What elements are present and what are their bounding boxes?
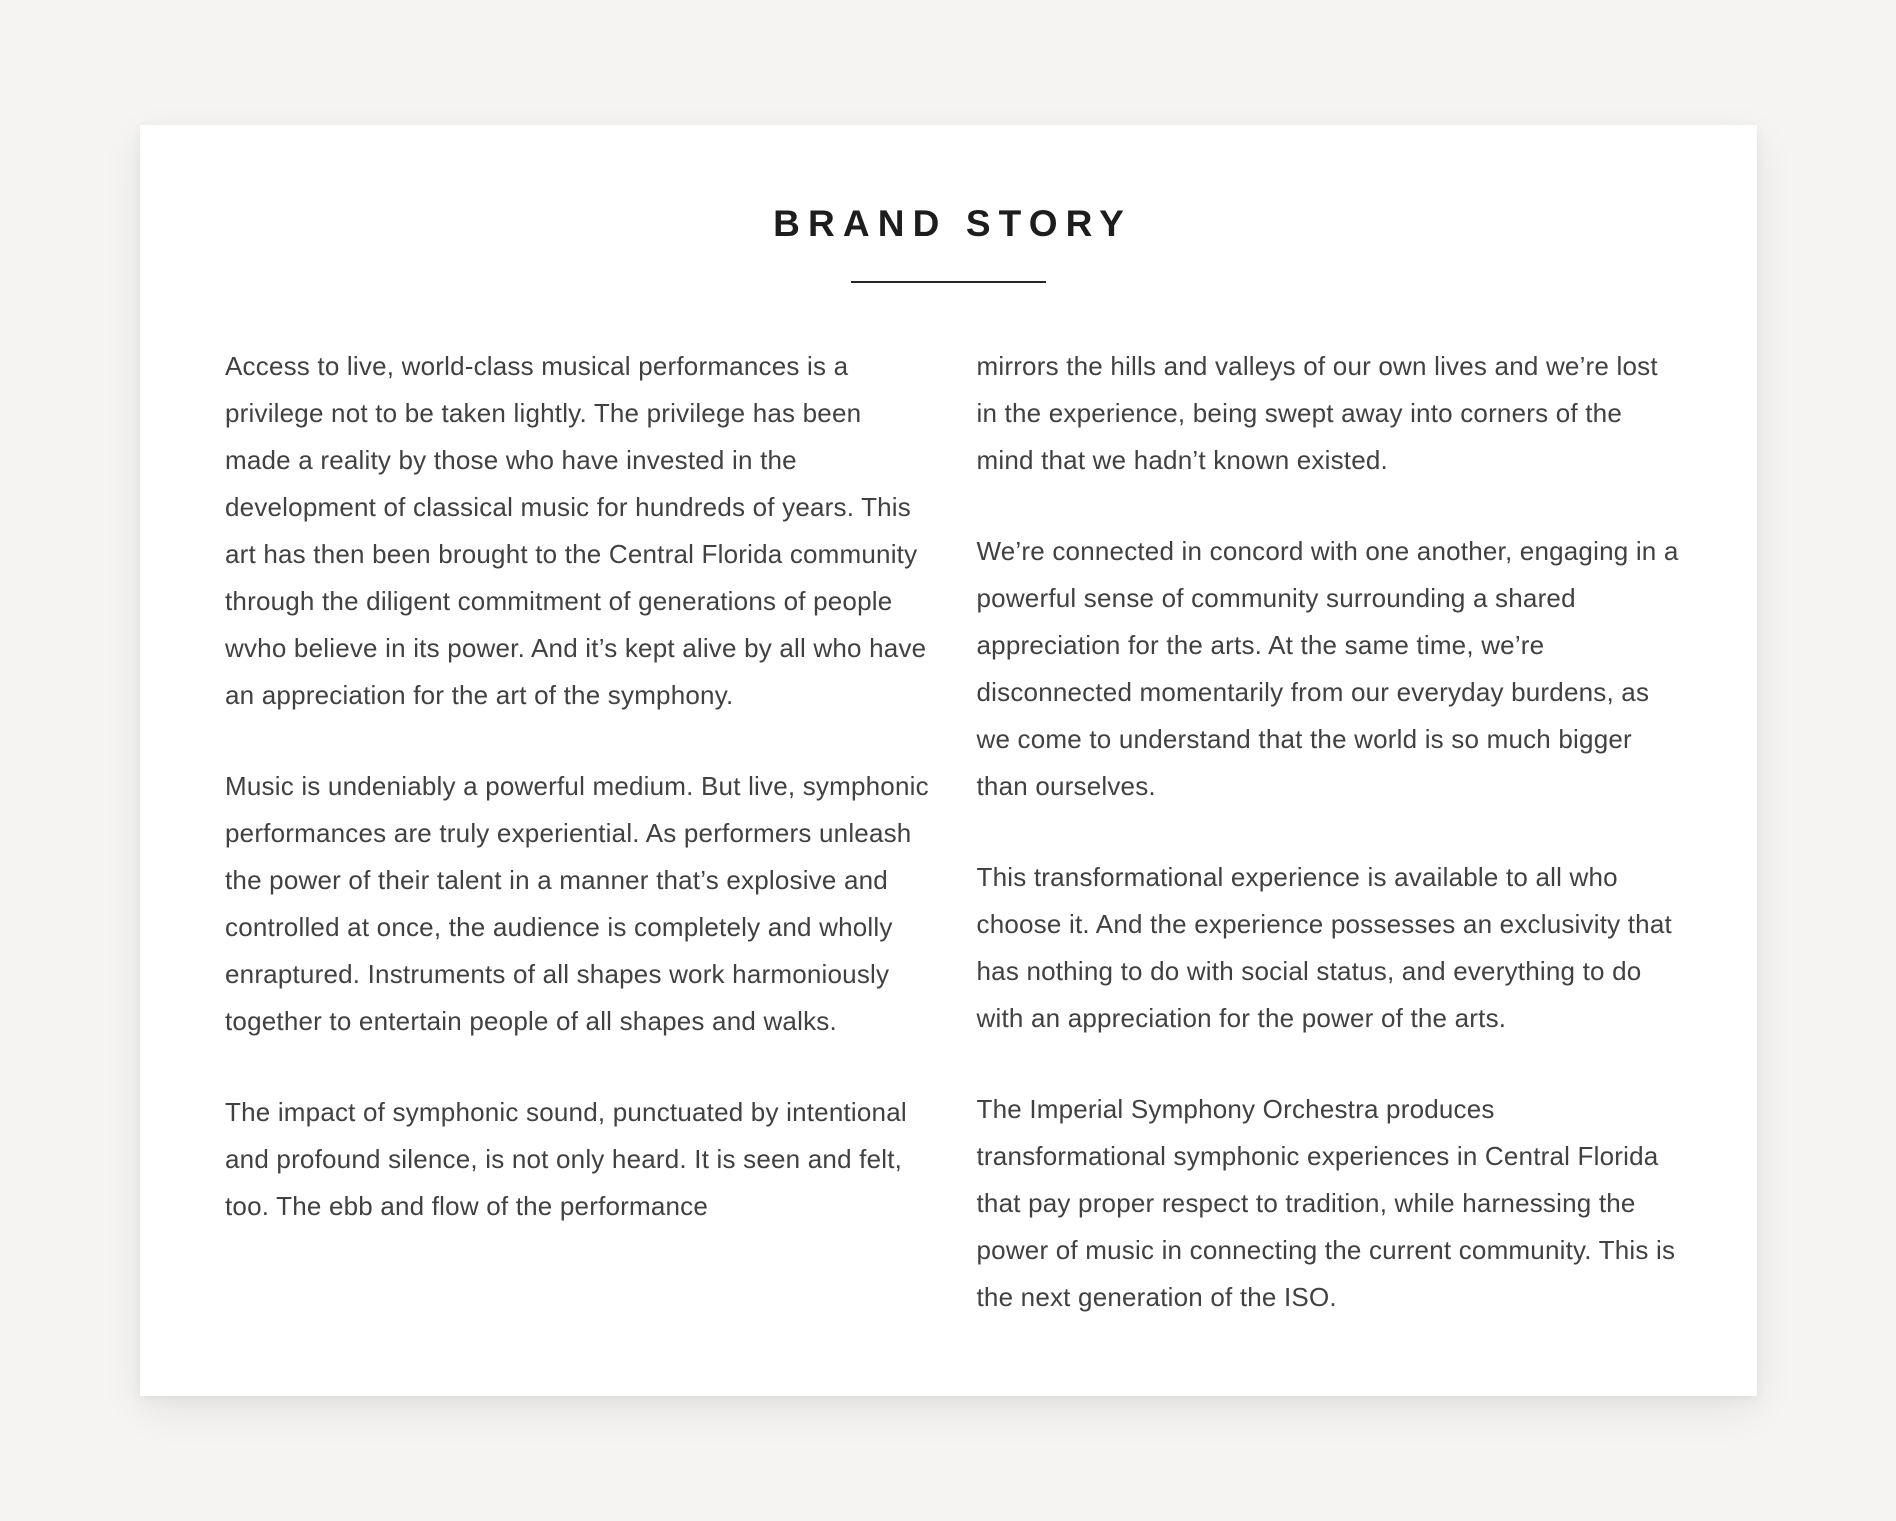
content-columns — [140, 283, 1757, 1321]
paragraph: The impact of symphonic sound, punctuated by intentional and profound silence, is not only heard. It is seen and felt, too. The ebb and flow of the performance — [225, 1097, 907, 1221]
paragraph: This transformational experience is available to all who choose it. And the experience possesses an exclusivity that has nothing to do with social status, and everything to do with an appreciation for the power of the arts. — [976, 862, 1672, 1033]
text-column-right — [977, 343, 1683, 1321]
paragraph: Access to live, world-class musical performances is a privilege not to be taken lightly. The privilege has been made a reality by those who have invested in the development of classical music for hundreds of years. This art has then been brought to the Central Florida community through the diligent commitment of generations of people wvho believe in its power. And it’s kept alive by all who have an appreciation for the art of the symphony. — [225, 351, 927, 710]
paragraph: We’re connected in concord with one another, engaging in a powerful sense of community surrounding a shared appreciation for the arts. At the same time, we’re disconnected momentarily from our everyday burdens, as we come to understand that the world is so much bigger than ourselves. — [976, 536, 1679, 801]
paragraph: mirrors the hills and valleys of our own lives and we’re lost in the experience, being swept away into corners of the mind that we hadn’t known existed. — [976, 351, 1658, 475]
text-column-left — [225, 343, 931, 1321]
brand-story-card — [140, 125, 1757, 1396]
paragraph: The Imperial Symphony Orchestra produces transformational symphonic experiences in Central Florida that pay proper respect to tradition, while harnessing the power of music in connecting the current community. This is the next generation of the ISO. — [976, 1094, 1676, 1312]
paragraph: Music is undeniably a powerful medium. But live, symphonic performances are truly experiential. As performers unleash the power of their talent in a manner that’s explosive and controlled at once, the audience is completely and wholly enraptured. Instruments of all shapes work harmoniously together to entertain people of all shapes and walks. — [225, 771, 929, 1036]
page-title: BRAND STORY — [773, 203, 1132, 244]
